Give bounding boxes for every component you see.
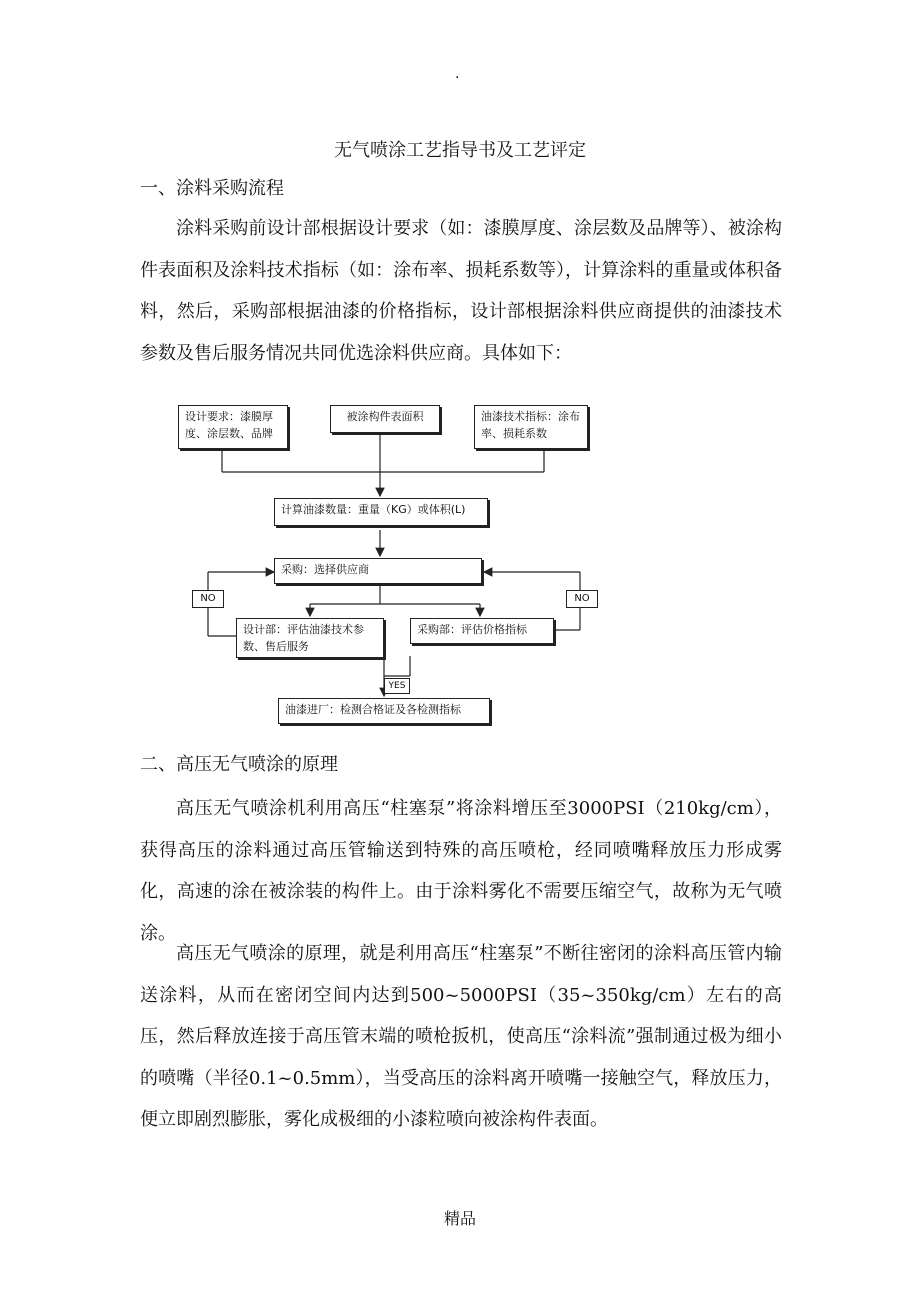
flow-tag-no-right: NO xyxy=(566,590,598,608)
header-dot: . xyxy=(455,66,460,82)
page-footer: 精品 xyxy=(443,1209,476,1228)
procurement-flowchart xyxy=(170,400,600,730)
flow-box-calc-quantity: 计算油漆数量：重量（KG）或体积(L) xyxy=(274,498,488,526)
flow-box-surface-area: 被涂构件表面积 xyxy=(330,405,440,433)
section1-paragraph: 涂料采购前设计部根据设计要求（如：漆膜厚度、涂层数及品牌等）、被涂构件表面积及涂料技术指标（如：涂布率、损耗系数等），计算涂料的重量或体积备料，然后，采购部根据油漆的价格指标，设计部根据涂料供应商提供的油漆技术参数及售后服务情况共同优选涂料供应商。具体如下： xyxy=(140,218,782,364)
flow-box-purchase-select-supplier: 采购：选择供应商 xyxy=(274,558,482,584)
section1-heading: 一、涂料采购流程 xyxy=(140,178,284,199)
flow-box-design-requirements: 设计要求：漆膜厚度、涂层数、品牌 xyxy=(178,405,288,449)
document-title: 无气喷涂工艺指导书及工艺评定 xyxy=(334,140,586,161)
flow-box-purchase-evaluation: 采购部：评估价格指标 xyxy=(410,618,554,644)
flow-tag-yes: YES xyxy=(384,678,410,694)
flow-box-paint-arrival-inspection: 油漆进厂：检测合格证及各检测指标 xyxy=(278,698,490,724)
flow-tag-no-left: NO xyxy=(192,590,224,608)
section2-paragraph-1: 高压无气喷涂机利用高压“柱塞泵”将涂料增压至3000PSI（210kg/cm），获得高压的涂料通过高压管输送到特殊的高压喷枪，经同喷嘴释放压力形成雾化，高速的涂在被涂装的构件上。由于涂料雾化不需要压缩空气，故称为无气喷涂。 xyxy=(140,798,782,944)
flow-box-design-evaluation: 设计部：评估油漆技术参数、售后服务 xyxy=(236,618,384,658)
section2-heading: 二、高压无气喷涂的原理 xyxy=(140,754,338,775)
flow-box-paint-tech-indicators: 油漆技术指标：涂布率、损耗系数 xyxy=(474,405,588,449)
section2-paragraph-2: 高压无气喷涂的原理，就是利用高压“柱塞泵”不断往密闭的涂料高压管内输送涂料，从而在密闭空间内达到500~5000PSI（35~350kg/cm）左右的高压，然后释放连接于高压管末端的喷枪扳机，使高压“涂料流”强制通过极为细小的喷嘴（半径0.1~0.5mm），当受高压的涂料离开喷嘴一接触空气，释放压力，便立即剧烈膨胀，雾化成极细的小漆粒喷向被涂构件表面。 xyxy=(140,943,782,1130)
